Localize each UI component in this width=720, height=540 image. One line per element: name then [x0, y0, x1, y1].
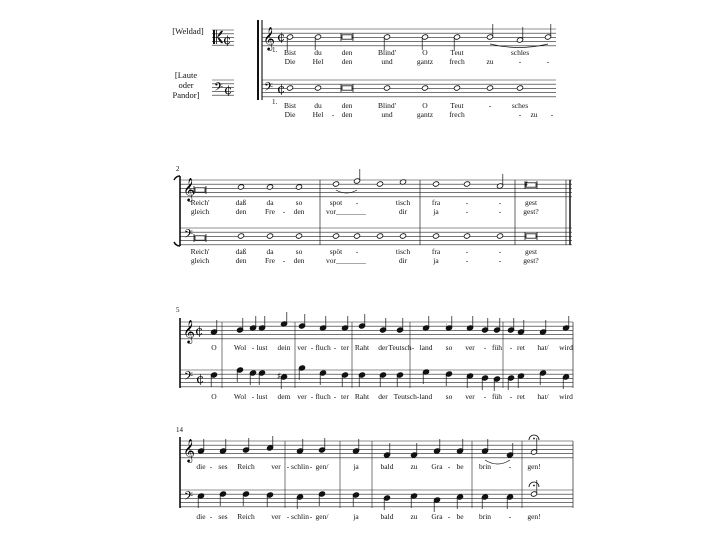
lyric-syllable: den: [341, 101, 353, 110]
lyric-syllable: gen!: [527, 512, 541, 521]
lyric-syllable: land: [419, 343, 433, 352]
fermata-icon: [533, 438, 535, 440]
lyric-syllable: Wol: [233, 343, 247, 352]
lyric-syllable: so: [445, 392, 453, 401]
lyric-syllable: schles: [510, 48, 530, 57]
measure-number: 14: [176, 426, 183, 434]
lyric-syllable: O: [422, 101, 428, 110]
lyric-syllable: daß: [235, 247, 247, 256]
lyric-syllable: spot: [329, 198, 343, 207]
lyric-syllable: Reich: [237, 512, 255, 521]
lyric-syllable: frech: [449, 57, 465, 66]
time-signature: ¢: [224, 83, 233, 98]
lyric-syllable: frech: [449, 110, 465, 119]
lyric-syllable: -: [518, 110, 522, 119]
lyric-syllable: den: [341, 57, 353, 66]
lyric-syllable: hat/: [537, 343, 549, 352]
lyric-syllable: -: [310, 392, 314, 401]
lyric-syllable: hat/: [537, 392, 549, 401]
lyric-syllable: die: [196, 462, 206, 471]
lyric-syllable: der: [378, 343, 388, 352]
lyric-syllable: da: [266, 247, 274, 256]
lyric-syllable: ret: [517, 343, 525, 352]
lyric-syllable: Teut: [450, 48, 464, 57]
lyric-syllable: bald: [380, 512, 394, 521]
lyric-syllable: -: [465, 247, 469, 256]
lyric-syllable: brin: [478, 512, 492, 521]
lyric-syllable: gen/: [315, 462, 329, 471]
lyric-syllable: Teutsch: [388, 343, 412, 352]
instrument-label-upper: [Weldad]: [172, 26, 204, 36]
note-breve: [342, 35, 352, 39]
lyric-syllable: fra: [431, 198, 441, 207]
lyric-syllable: ses: [218, 462, 228, 471]
lyric-syllable: be: [456, 512, 464, 521]
lyric-syllable: der: [378, 392, 388, 401]
lyric-syllable: -: [309, 512, 313, 521]
lyric-syllable: Reich': [190, 247, 210, 256]
lyric-syllable: brin: [478, 462, 492, 471]
lyric-syllable: -: [546, 57, 550, 66]
lyric-syllable: Reich: [237, 462, 255, 471]
lyric-syllable: -: [411, 343, 415, 352]
treble-clef-icon: 𝄞: [263, 26, 275, 50]
lyric-syllable: ver: [271, 462, 281, 471]
time-signature: ¢: [277, 30, 286, 45]
lyric-syllable: da: [266, 198, 274, 207]
bass-clef-icon: 𝄢: [184, 370, 194, 386]
lyric-syllable: gest?: [523, 207, 539, 216]
lyric-syllable: Fre: [265, 256, 275, 265]
lyric-syllable: tisch: [395, 247, 411, 256]
time-signature: ¢: [223, 33, 232, 48]
lyric-syllable: du: [314, 48, 322, 57]
note-head: [496, 233, 503, 239]
lyric-syllable: ver: [297, 343, 307, 352]
note-breve: [526, 234, 536, 238]
lyric-syllable: lust: [256, 343, 268, 352]
note-head: [516, 85, 523, 91]
lyric-syllable: -: [286, 462, 290, 471]
lyric-syllable: schlin: [291, 462, 309, 471]
bass-clef-icon: 𝄢: [184, 228, 194, 244]
alto-clef-icon: [216, 30, 217, 44]
lyric-syllable: Bist: [283, 48, 297, 57]
lyric-syllable: -: [333, 343, 337, 352]
lyric-syllable: -: [465, 207, 469, 216]
note-head: [332, 181, 339, 187]
note-head: [332, 233, 339, 239]
lyric-syllable: Blind': [377, 101, 397, 110]
lyric-syllable: Die: [284, 110, 296, 119]
bass-clef-icon: 𝄢: [264, 81, 274, 97]
treble-clef-icon: 𝄞: [183, 319, 195, 343]
lyric-syllable: -: [447, 462, 451, 471]
lyric-syllable: gen/: [315, 512, 329, 521]
lyric-syllable: -: [286, 512, 290, 521]
note-head: [399, 233, 406, 239]
note-head: [295, 184, 302, 190]
note-head: [463, 233, 470, 239]
lyric-syllable: -: [355, 198, 359, 207]
time-signature: ¢: [195, 324, 204, 339]
lyric-syllable: gen!: [527, 462, 541, 471]
lyric-syllable: Fre: [265, 207, 275, 216]
lyric-syllable: dein: [277, 343, 291, 352]
lyric-syllable: ver: [297, 392, 307, 401]
lyric-syllable: -: [282, 256, 286, 265]
lyric-syllable: so: [445, 343, 453, 352]
lyric-syllable: tisch: [395, 198, 411, 207]
note-head: [432, 233, 439, 239]
note-head: [453, 85, 460, 91]
note-head: [237, 184, 244, 190]
measure-number: 2: [176, 165, 180, 173]
lyric-syllable: ter: [341, 343, 349, 352]
lyric-syllable: O: [211, 343, 217, 352]
lyric-syllable: fluch: [315, 392, 331, 401]
sharp-icon: ♯: [524, 180, 529, 190]
lyric-syllable: du: [314, 101, 322, 110]
lyric-syllable: be: [456, 462, 464, 471]
lyric-syllable: ver: [465, 343, 475, 352]
lyric-syllable: vor________: [326, 207, 366, 216]
lyric-syllable: zu: [530, 110, 538, 119]
lyric-syllable: Teutsch-land: [393, 392, 433, 401]
lyric-syllable: -: [518, 57, 522, 66]
lyric-syllable: O: [422, 48, 428, 57]
note-head: [353, 233, 360, 239]
lyric-syllable: ja: [433, 207, 439, 216]
note-breve: [195, 188, 205, 192]
lyric-syllable: so: [295, 247, 303, 256]
note-head: [383, 85, 390, 91]
note-breve: [195, 236, 205, 240]
lyric-syllable: den: [293, 207, 305, 216]
lyric-syllable: -: [310, 343, 314, 352]
lyric-syllable: den: [293, 256, 305, 265]
lyric-syllable: zu: [410, 512, 418, 521]
lyric-syllable: und: [381, 110, 393, 119]
lyric-syllable: -: [333, 392, 337, 401]
alto-clef-icon: [213, 30, 215, 44]
lyric-syllable: -: [251, 392, 255, 401]
lyric-syllable: -: [209, 462, 213, 471]
lyric-syllable: Wol: [233, 392, 247, 401]
lyric-syllable: -: [309, 462, 313, 471]
lyric-syllable: ver: [271, 512, 281, 521]
system-brace: [174, 176, 180, 246]
lyric-syllable: -: [483, 392, 487, 401]
note-head: [463, 181, 470, 187]
lyric-syllable: -: [282, 207, 286, 216]
lyric-syllable: -: [498, 256, 502, 265]
time-signature: ¢: [196, 372, 205, 387]
lyric-syllable: -: [465, 256, 469, 265]
lyric-syllable: gantz: [416, 57, 434, 66]
lyric-syllable: -: [251, 343, 255, 352]
lyric-syllable: dem: [277, 392, 291, 401]
lyric-syllable: spöt: [329, 247, 343, 256]
lyric-syllable: -: [483, 343, 487, 352]
lyric-syllable: -: [550, 110, 554, 119]
lyric-syllable: vor________: [326, 256, 366, 265]
instrument-label-lower: [Laute oder Pandor]: [172, 70, 200, 100]
note-head: [314, 85, 321, 91]
lyric-syllable: Bist: [283, 101, 297, 110]
lyric-syllable: Gra: [431, 462, 443, 471]
lyric-syllable: fra: [431, 247, 441, 256]
lyric-syllable: wird: [559, 343, 573, 352]
lyric-syllable: fluch: [315, 343, 331, 352]
lyric-syllable: den: [235, 256, 247, 265]
note-head: [286, 85, 293, 91]
lyric-syllable: zu: [410, 462, 418, 471]
lyric-syllable: gest: [524, 247, 538, 256]
note-head: [376, 181, 383, 187]
lyric-syllable: ja: [433, 256, 439, 265]
lyric-syllable: Die: [284, 57, 296, 66]
note-head: [486, 85, 493, 91]
lyric-syllable: O: [211, 392, 217, 401]
lyric-syllable: -: [498, 207, 502, 216]
measure-number: 5: [176, 306, 180, 314]
lyric-syllable: Reich': [190, 198, 210, 207]
lyric-syllable: gest: [524, 198, 538, 207]
lyric-syllable: die: [196, 512, 206, 521]
note-head: [237, 233, 244, 239]
lyric-syllable: -: [355, 247, 359, 256]
lyric-syllable: zu: [486, 57, 494, 66]
note-head: [421, 85, 428, 91]
lyric-syllable: -: [209, 512, 213, 521]
lyric-syllable: gest?: [523, 256, 539, 265]
lyric-syllable: lust: [256, 392, 268, 401]
time-signature: ¢: [277, 82, 286, 97]
note-breve: [342, 86, 352, 90]
lyric-syllable: ja: [353, 462, 359, 471]
lyric-syllable: -: [509, 343, 513, 352]
bass-clef-icon: 𝄢: [184, 490, 194, 506]
lyric-syllable: ja: [353, 512, 359, 521]
note-head: [266, 233, 273, 239]
lyric-syllable: schlin: [291, 512, 309, 521]
lyric-syllable: gantz: [416, 110, 434, 119]
note-head: [266, 184, 273, 190]
lyric-syllable: -: [465, 198, 469, 207]
lyric-syllable: den: [341, 48, 353, 57]
lyric-syllable: -: [508, 512, 512, 521]
treble-clef-icon: 𝄞: [183, 177, 195, 201]
flat-icon: ♭: [446, 323, 451, 333]
lyric-syllable: Blind': [377, 48, 397, 57]
bass-clef-icon: 𝄢: [214, 81, 224, 97]
lyric-syllable: -: [498, 198, 502, 207]
lyric-syllable: ter: [341, 392, 349, 401]
lyric-syllable: füh: [492, 343, 502, 352]
lyric-syllable: ses: [218, 512, 228, 521]
lyric-syllable: bald: [380, 462, 394, 471]
lyric-syllable: und: [381, 57, 393, 66]
treble-clef-icon: 𝄞: [183, 438, 195, 462]
lyric-syllable: dir: [398, 207, 408, 216]
lyric-syllable: Hel: [312, 110, 324, 119]
verse-number: 1.: [272, 98, 278, 106]
lyric-syllable: dir: [398, 256, 408, 265]
lyric-syllable: -: [331, 110, 335, 119]
lyric-syllable: gleich: [190, 256, 210, 265]
fermata-icon: [533, 485, 535, 487]
lyric-syllable: gleich: [190, 207, 210, 216]
note-head: [295, 233, 302, 239]
lyric-syllable: wird: [559, 392, 573, 401]
sharp-icon: ♯: [277, 372, 282, 382]
lyric-syllable: -: [509, 392, 513, 401]
note-head: [376, 233, 383, 239]
verse-number: 1.: [272, 46, 278, 54]
lyric-syllable: Raht: [354, 343, 370, 352]
lyric-syllable: Gra: [431, 512, 443, 521]
lyric-syllable: -: [447, 512, 451, 521]
lyric-syllable: ret: [517, 392, 525, 401]
lyric-syllable: -: [498, 247, 502, 256]
lyric-syllable: daß: [235, 198, 247, 207]
lyric-syllable: füh: [492, 392, 502, 401]
lyric-syllable: sches: [511, 101, 529, 110]
lyric-syllable: den: [235, 207, 247, 216]
lyric-syllable: -: [488, 101, 492, 110]
note-head: [432, 181, 439, 187]
lyric-syllable: so: [295, 198, 303, 207]
lyric-syllable: den: [341, 110, 353, 119]
lyric-syllable: ver: [465, 392, 475, 401]
lyric-syllable: Raht: [354, 392, 370, 401]
lyric-syllable: -: [508, 462, 512, 471]
lyric-syllable: Hel: [312, 57, 324, 66]
lyric-syllable: Teut: [450, 101, 464, 110]
